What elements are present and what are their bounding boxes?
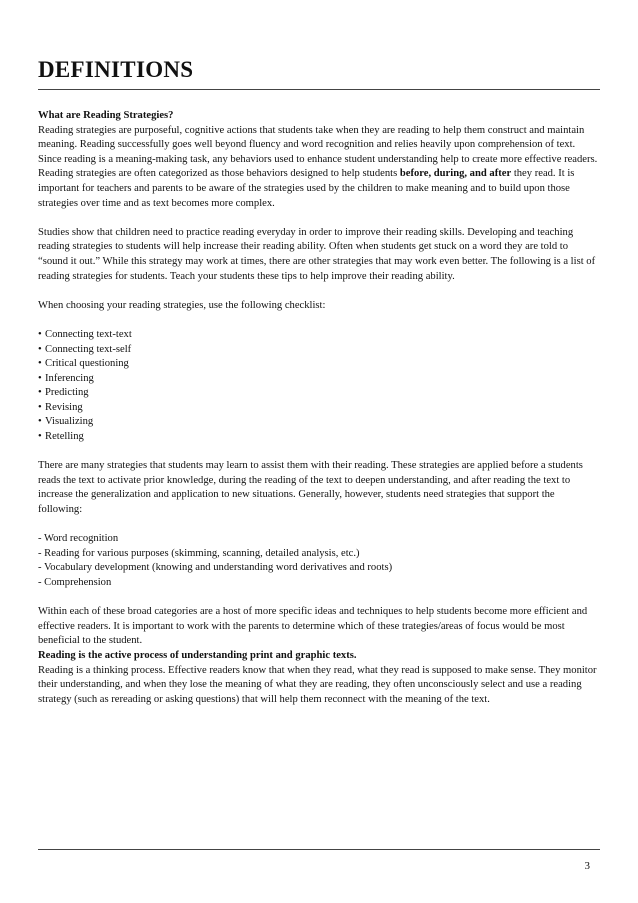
list-item-label: Connecting text-text: [45, 328, 132, 340]
support-list: [38, 532, 600, 590]
bullet-icon: •: [38, 358, 42, 370]
list-item: - Reading for various purposes (skimming, scanning, detailed analysis, etc.): [38, 547, 360, 559]
list-item: [38, 357, 600, 372]
page-number: 3: [584, 860, 590, 872]
bullet-icon: •: [38, 343, 42, 355]
list-item-label: Visualizing: [45, 416, 94, 428]
bullet-icon: •: [38, 387, 42, 399]
list-item: [38, 386, 600, 401]
list-item: [38, 415, 600, 430]
paragraph-intro-text-a: Reading strategies are purposeful, cognitive actions that students take when they are reading to help them construct and maintain meaning. Reading successfully goes well beyond fluency and word recognition and relies heavily upon comprehension of text. Since reading is a meaning-making task, any behaviors used to enhance student understanding help to create more effective readers. Reading strategies are often categorized as those behaviors designed to help students: [38, 124, 598, 180]
list-item-label: Inferencing: [45, 372, 94, 384]
paragraph-broad-categories: Within each of these broad categories are a host of more specific ideas and techniques to help students become more efficient and effective readers. It is important to work with the parents to determine which of these trategies/areas of focus would be most beneficial to the student.: [38, 606, 588, 647]
paragraph-thinking-process: Reading is a thinking process. Effective readers know that when they read, what they read is supposed to make sense. They monitor their understanding, and when they lose the meaning of what they are reading, they often unconsciously select and use a reading strategy (such as rereading or asking questions) that will help them reconnect with the meaning of the text.: [38, 664, 597, 705]
footer-divider: [38, 849, 600, 850]
spacer: [38, 211, 600, 226]
section-heading-reading-strategies: What are Reading Strategies?: [38, 110, 174, 121]
section-heading-active-process: Reading is the active process of understanding print and graphic texts.: [38, 649, 357, 661]
paragraph-intro-bold: before, during, and after: [399, 168, 512, 180]
strategy-checklist: [38, 328, 600, 445]
spacer: [38, 284, 600, 299]
bullet-icon: •: [38, 328, 42, 340]
list-item: [38, 328, 600, 343]
title-divider: [38, 89, 600, 90]
document-body: [38, 109, 600, 707]
list-item: - Word recognition: [38, 533, 119, 545]
bullet-icon: •: [38, 431, 42, 443]
spacer: [38, 591, 600, 606]
list-item-label: Connecting text-self: [45, 343, 132, 355]
paragraph-intro-text-b: they read. It is important for teachers and parents to be aware of the strategies used by the children to make meaning and to build upon those strategies over time and as text becomes more complex.: [38, 168, 575, 209]
spacer: [38, 313, 600, 328]
list-item-label: Predicting: [45, 387, 89, 399]
bullet-icon: •: [38, 401, 42, 413]
spacer: [38, 518, 600, 533]
spacer: [38, 445, 600, 460]
paragraph-strategies-applied: There are many strategies that students may learn to assist them with their reading. These strategies are applied before a students reads the text to activate prior knowledge, during the reading of the text to deepen understanding, and after reading the text to increase the generalization and application to new situations. Generally, however, students need strategies that support the following:: [38, 460, 583, 516]
list-item: [38, 343, 600, 358]
bullet-icon: •: [38, 372, 42, 384]
page-title: DEFINITIONS: [38, 57, 194, 82]
paragraph-studies: Studies show that children need to practice reading everyday in order to improve their reading skills. Developing and teaching reading strategies to students will help increase their reading ability. Often when students get stuck on a word they are told to “sound it out.” While this strategy may work at times, there are other strategies that may work even better. The following is a list of reading strategies for students. Teach your students these tips to help improve their reading ability.: [38, 226, 596, 282]
list-item: [38, 372, 600, 387]
list-item: - Comprehension: [38, 577, 112, 588]
bullet-icon: •: [38, 416, 42, 428]
document-page: [38, 0, 600, 903]
list-item: [38, 430, 600, 445]
list-item: [38, 401, 600, 416]
list-item-label: Critical questioning: [45, 358, 129, 370]
list-item-label: Retelling: [45, 431, 84, 443]
list-item-label: Revising: [45, 401, 83, 413]
paragraph-checklist-intro: When choosing your reading strategies, use the following checklist:: [38, 299, 326, 311]
list-item: - Vocabulary development (knowing and understanding word derivatives and roots): [38, 562, 393, 574]
paragraph-intro: [38, 124, 600, 212]
